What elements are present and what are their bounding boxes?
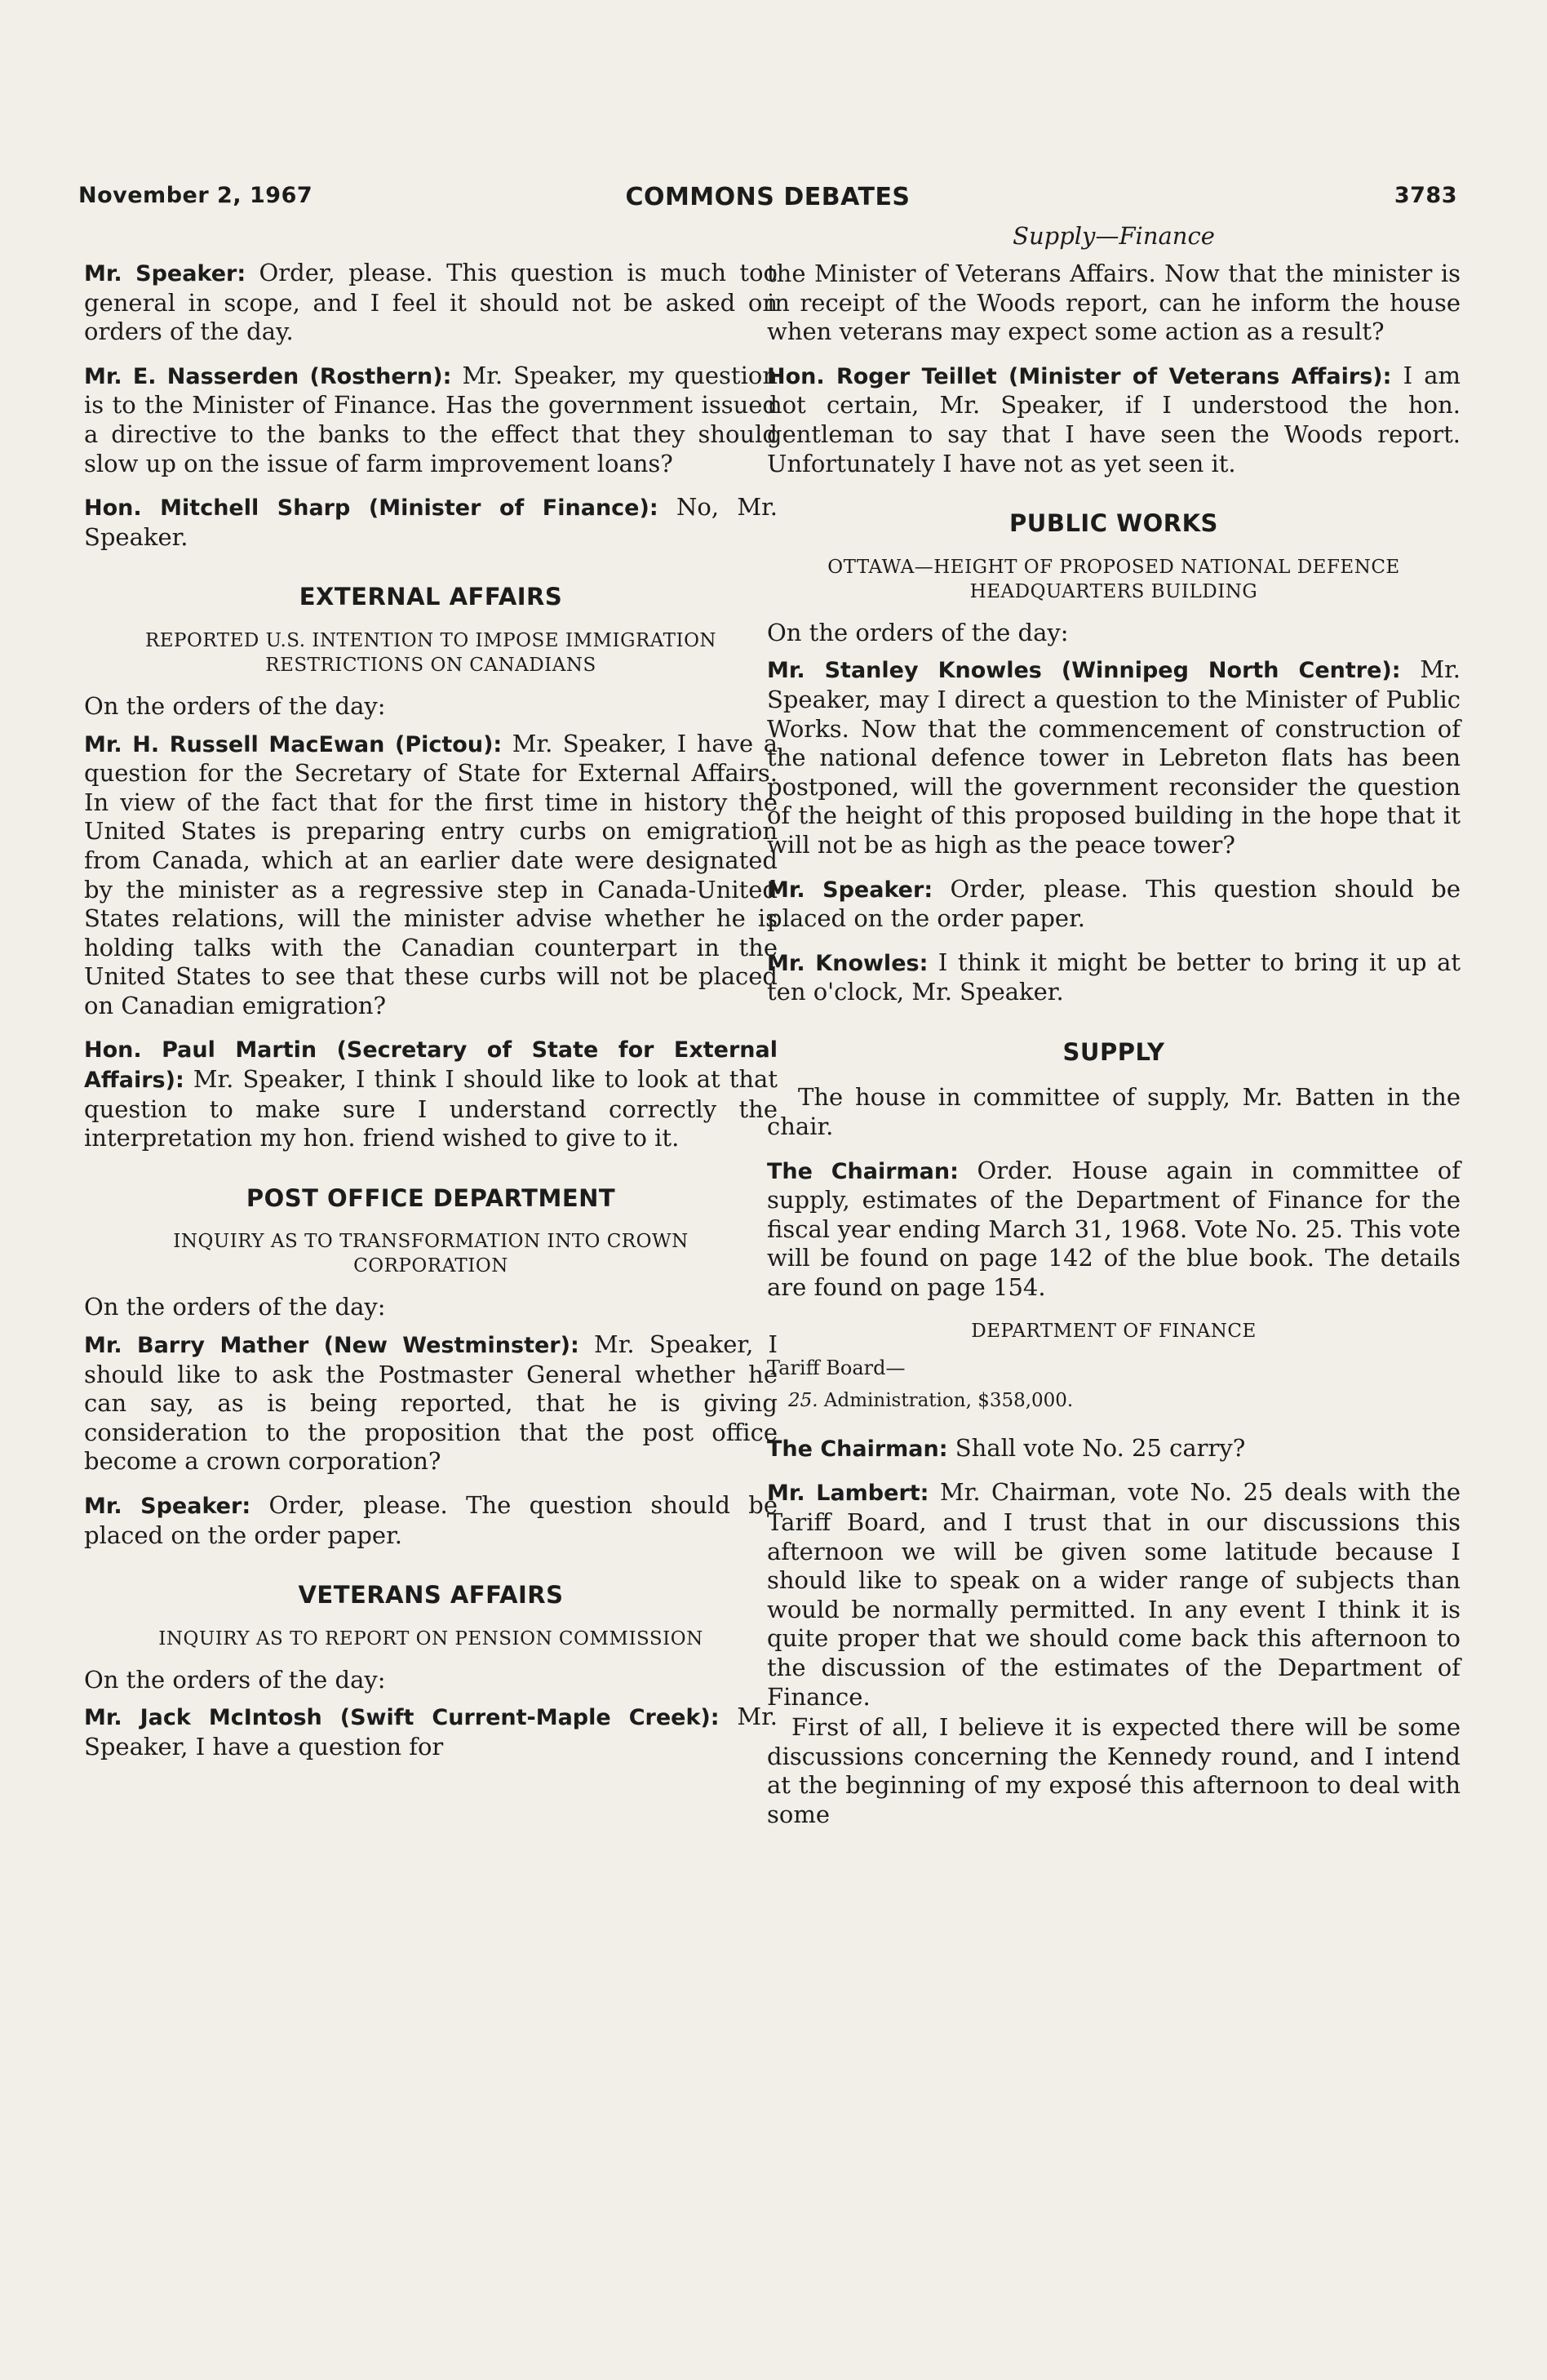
paragraph [767,1083,1461,1141]
paragraph-text: Mr. Speaker, I have a question for [84,1703,778,1761]
paragraph [767,875,1461,934]
paragraph-text: Order, please. The question should be placed on the order paper. [84,1491,778,1549]
subsection-heading: INQUIRY AS TO TRANSFORMATION INTO CROWN CORPORATION [173,1231,689,1277]
vote-item [788,1387,1461,1416]
paragraph [84,1703,778,1761]
orders-of-day: On the orders of the day: [84,1665,386,1694]
paragraph-text: Mr. Speaker, may I direct a question to the Minister of Public Works. Now that the commencement of construction of the national defence tower in Lebreton flats has been postponed, will the government reconsider the question of the height of this proposed building in the hope that it will not be as high as the peace tower? [767,655,1461,859]
paragraph [767,655,1461,859]
section-heading: VETERANS AFFAIRS [298,1581,564,1610]
paragraph [84,730,778,1021]
header-title: COMMONS DEBATES [625,183,911,211]
orders-of-day: On the orders of the day: [84,691,386,720]
paragraph [767,362,1461,478]
paragraph [84,493,778,552]
paragraph [84,1035,778,1152]
paragraph-text: Order, please. This question should be placed on the order paper. [767,874,1461,933]
subsection-heading: OTTAWA—HEIGHT OF PROPOSED NATIONAL DEFENCE HEADQUARTERS BUILDING [827,556,1400,602]
speaker-name: Mr. E. Nasserden (Rosthern): [84,363,452,389]
paragraph [84,259,778,347]
speaker-name: Hon. Paul Martin (Secretary of State for External Affairs): [84,1037,778,1094]
left-column [84,259,778,1777]
paragraph [84,1330,778,1476]
paragraph [767,1478,1461,1712]
paragraph-text: The house in committee of supply, Mr. Batten in the chair. [767,1083,1461,1141]
orders-of-day: On the orders of the day: [767,618,1069,646]
paragraph-text: I am not certain, Mr. Speaker, if I understood the hon. gentleman to say that I have seen the Woods report. Unfortunately I have not as yet seen it. [767,361,1461,477]
subsection-heading: REPORTED U.S. INTENTION TO IMPOSE IMMIGRATION RESTRICTIONS ON CANADIANS [144,629,717,676]
paragraph-text: Mr. Speaker, I should like to ask the Postmaster General whether he can say, as is being reported, that he is giving consideration to the proposition that the post office become a crown corporation? [84,1330,778,1476]
speaker-name: Hon. Roger Teillet (Minister of Veterans Affairs): [767,363,1392,389]
paragraph-text: Mr. Speaker, I think I should like to look at that question to make sure I understand correctly the interpretation my hon. friend wished to give to it. [84,1065,778,1152]
vote-text: Administration, $358,000. [823,1390,1074,1412]
paragraph-text: Order, please. This question is much too general in scope, and I feel it should not be asked on orders of the day. [84,259,778,346]
subsection-heading: INQUIRY AS TO REPORT ON PENSION COMMISSION [158,1627,703,1650]
paragraph [767,948,1461,1007]
speaker-name: Mr. H. Russell MacEwan (Pictou): [84,731,503,757]
paragraph [767,260,1461,347]
speaker-name: Mr. Knowles: [767,950,929,976]
paragraph-text: No, Mr. Speaker. [84,493,778,551]
speaker-name: Mr. Barry Mather (New Westminster): [84,1333,579,1359]
speaker-name: Mr. Lambert: [767,1481,929,1507]
estimates-department: DEPARTMENT OF FINANCE [971,1320,1257,1342]
section-heading: POST OFFICE DEPARTMENT [246,1183,616,1212]
header-date: November 2, 1967 [78,183,313,208]
speaker-name: Mr. Stanley Knowles (Winnipeg North Centre): [767,658,1401,684]
section-heading: EXTERNAL AFFAIRS [299,583,563,611]
speaker-name: The Chairman: [767,1436,948,1462]
paragraph-text: Order. House again in committee of supply, estimates of the Department of Finance for the fiscal year ending March 31, 1968. Vote No. 25. This vote will be found on page 142 of the blue book. The details are found on page 154. [767,1156,1461,1302]
paragraph-text: I think it might be better to bring it up at ten o'clock, Mr. Speaker. [767,948,1461,1006]
paragraph-text: Mr. Chairman, vote No. 25 deals with the Tariff Board, and I trust that in our discussions this afternoon we will be given some latitude because I should like to speak on a wider range of subjects than would be normally permitted. In any event I think it is quite proper that we should come back this afternoon to the discussion of the estimates of the Department of Finance. [767,1478,1461,1711]
paragraph [767,1157,1461,1303]
page-header [78,183,1457,215]
paragraph [767,1434,1461,1464]
speaker-name: Mr. Jack McIntosh (Swift Current-Maple Creek): [84,1705,720,1731]
section-heading: PUBLIC WORKS [1009,509,1218,538]
paragraph [767,1713,1461,1829]
speaker-name: Mr. Speaker: [767,877,933,903]
paragraph-text: First of all, I believe it is expected there will be some discussions concerning the Kennedy round, and I intend at the beginning of my exposé this afternoon to deal with some [767,1713,1461,1828]
orders-of-day: On the orders of the day: [84,1293,386,1321]
paragraph-text: Shall vote No. 25 carry? [955,1433,1246,1462]
right-column [767,260,1461,1845]
speaker-name: Mr. Speaker: [84,261,246,286]
paragraph [84,1491,778,1550]
paragraph [84,362,778,478]
speaker-name: Mr. Speaker: [84,1494,251,1519]
running-head: Supply—Finance [1013,222,1215,250]
speaker-name: The Chairman: [767,1158,959,1184]
paragraph-text: Mr. Speaker, I have a question for the Secretary of State for External Affairs. In view of the fact that for the first time in history the United States is preparing entry curbs on emigration from Canada, which at an earlier date were designated by the minister as a regressive step in Canada-United States relations, will the minister advise whether he is holding talks with the Canadian counterpart in the United States to see that these curbs will not be placed on Canadian emigration? [84,729,778,1019]
vote-number: 25. [788,1390,818,1412]
estimates-board: Tariff Board— [767,1357,906,1380]
section-heading: SUPPLY [1062,1037,1165,1066]
speaker-name: Hon. Mitchell Sharp (Minister of Finance): [84,495,658,522]
paragraph-text: Mr. Speaker, my question is to the Minister of Finance. Has the government issued a directive to the banks to the effect that they should slow up on the issue of farm improvement loans? [84,361,778,477]
page-number: 3783 [1394,183,1457,208]
paragraph-text: the Minister of Veterans Affairs. Now that the minister is in receipt of the Woods report, can he inform the house when veterans may expect some action as a result? [767,260,1461,346]
